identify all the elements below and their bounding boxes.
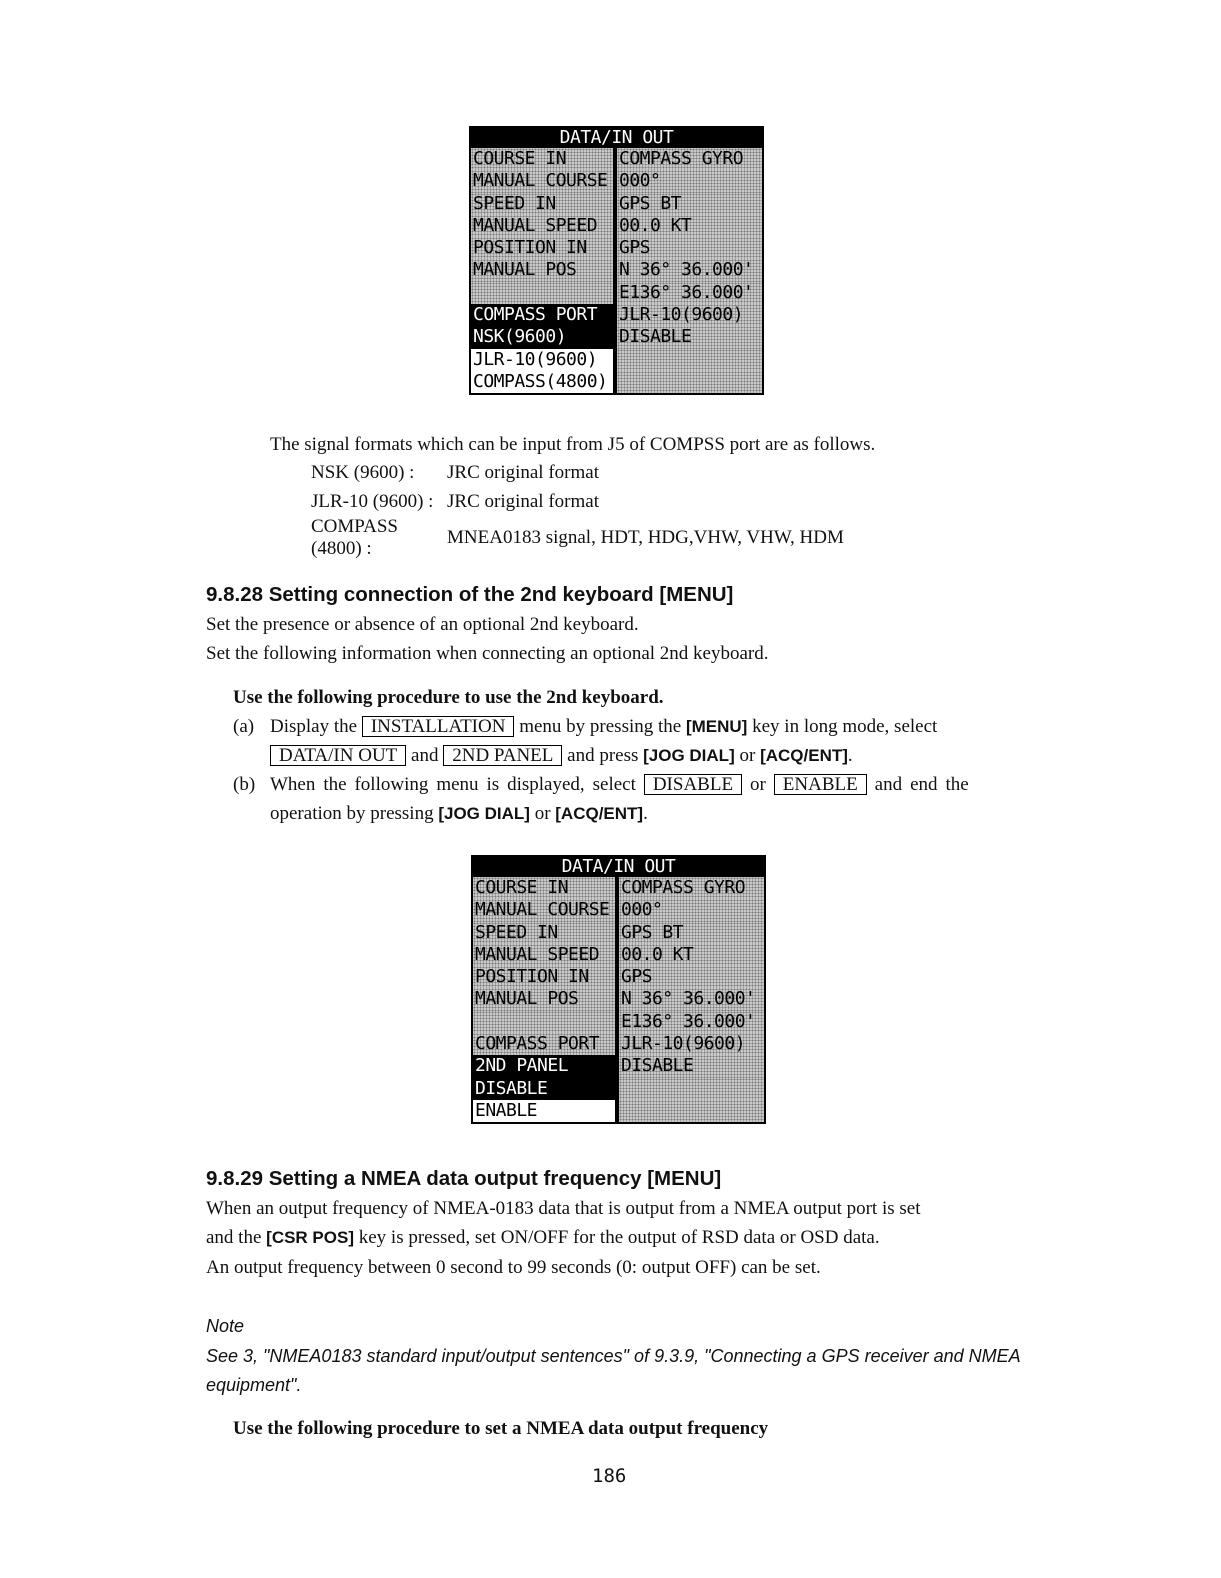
step-a-line1 xyxy=(270,716,937,738)
menu-item-manual-course[interactable]: MANUAL COURSE xyxy=(473,899,615,921)
2nd-panel-box: 2ND PANEL xyxy=(443,745,562,766)
menu-screen-1 xyxy=(469,126,764,400)
option-nsk-9600[interactable]: NSK(9600) xyxy=(471,326,613,348)
value-compass-port: JLR-10(9600) xyxy=(617,304,762,326)
menu-item-blank xyxy=(471,282,613,304)
format-desc: MNEA0183 signal, HDT, HDG,VHW, VHW, HDM xyxy=(447,527,844,548)
step-text: and xyxy=(406,745,444,766)
step-text: and end the xyxy=(866,774,969,795)
value-position-in: GPS xyxy=(617,237,762,259)
option-jlr10-9600[interactable]: JLR-10(9600) xyxy=(471,349,613,371)
jog-dial-key: [JOG DIAL] xyxy=(643,746,735,765)
value-position-in: GPS xyxy=(619,966,764,988)
menu-left-column xyxy=(473,877,615,1122)
note-label: Note xyxy=(206,1316,245,1336)
step-text: . xyxy=(847,745,853,766)
menu-title: DATA/IN OUT xyxy=(471,128,762,148)
menu-item-position-in[interactable]: POSITION IN xyxy=(473,966,615,988)
body-text: key is pressed, set ON/OFF for the output of RSD data or OSD data. xyxy=(354,1227,880,1248)
signal-format-table xyxy=(311,458,844,560)
table-row xyxy=(311,516,844,560)
value-2nd-panel: DISABLE xyxy=(617,326,762,348)
value-course-in: COMPASS GYRO xyxy=(619,877,764,899)
value-blank xyxy=(619,1078,764,1100)
table-row xyxy=(311,458,844,487)
value-longitude: E136° 36.000' xyxy=(619,1011,764,1033)
value-blank xyxy=(617,349,762,371)
step-text: When the following menu is displayed, select xyxy=(270,774,644,795)
page-number: 186 xyxy=(592,1465,627,1487)
note-line1: See 3, "NMEA0183 standard input/output sentences" of 9.3.9, "Connecting a GPS receiver and NMEA xyxy=(206,1346,1021,1366)
step-a-line2 xyxy=(270,745,853,767)
procedure-title-9829: Use the following procedure to set a NMEA data output frequency xyxy=(233,1418,769,1439)
value-speed-in: GPS BT xyxy=(617,193,762,215)
value-longitude: E136° 36.000' xyxy=(617,282,762,304)
section-heading-9828: 9.8.28 Setting connection of the 2nd keyboard [MENU] xyxy=(206,583,734,606)
step-b-line2 xyxy=(270,803,648,825)
format-label: NSK (9600) : xyxy=(311,461,415,483)
enable-box: ENABLE xyxy=(774,774,867,795)
section-heading-9829: 9.8.29 Setting a NMEA data output frequency [MENU] xyxy=(206,1167,722,1190)
value-course-in: COMPASS GYRO xyxy=(617,148,762,170)
menu-item-manual-course[interactable]: MANUAL COURSE xyxy=(471,170,613,192)
section-9829-line2 xyxy=(206,1227,880,1249)
format-label: COMPASS (4800) : xyxy=(311,516,398,559)
section-9828-line2: Set the following information when connecting an optional 2nd keyboard. xyxy=(206,643,769,664)
table-row xyxy=(311,487,844,516)
procedure-title-9828: Use the following procedure to use the 2nd keyboard. xyxy=(233,687,664,708)
note-line2: equipment". xyxy=(206,1375,302,1395)
option-disable[interactable]: DISABLE xyxy=(473,1078,615,1100)
menu-title: DATA/IN OUT xyxy=(473,857,764,877)
value-latitude: N 36° 36.000' xyxy=(617,259,762,281)
menu-left-column xyxy=(471,148,613,393)
step-text: or xyxy=(734,745,761,766)
option-compass-4800[interactable]: COMPASS(4800) xyxy=(471,371,613,393)
step-text: or xyxy=(529,803,556,824)
step-text: and press xyxy=(562,745,644,766)
installation-menu-box: INSTALLATION xyxy=(362,716,515,737)
value-2nd-panel: DISABLE xyxy=(619,1055,764,1077)
format-desc: JRC original format xyxy=(447,461,599,483)
value-blank xyxy=(619,1100,764,1122)
section-9829-line3: An output frequency between 0 second to 99 seconds (0: output OFF) can be set. xyxy=(206,1257,821,1278)
section-9829-line1: When an output frequency of NMEA-0183 data that is output from a NMEA output port is set xyxy=(206,1198,921,1219)
step-text: operation by pressing xyxy=(270,803,439,824)
step-text: . xyxy=(643,803,648,824)
menu-item-compass-port[interactable]: COMPASS PORT xyxy=(473,1033,615,1055)
disable-box: DISABLE xyxy=(644,774,742,795)
menu-item-compass-port[interactable]: COMPASS PORT xyxy=(471,304,613,326)
option-enable[interactable]: ENABLE xyxy=(473,1100,615,1122)
menu-key: [MENU] xyxy=(685,717,748,736)
value-compass-port: JLR-10(9600) xyxy=(619,1033,764,1055)
menu-item-speed-in[interactable]: SPEED IN xyxy=(473,922,615,944)
jog-dial-key: [JOG DIAL] xyxy=(438,804,530,823)
csr-pos-key: [CSR POS] xyxy=(266,1228,354,1247)
menu-item-position-in[interactable]: POSITION IN xyxy=(471,237,613,259)
value-manual-course: 000° xyxy=(617,170,762,192)
menu-right-column xyxy=(619,877,764,1122)
step-text: menu by pressing the xyxy=(514,716,686,737)
step-b-line1 xyxy=(270,774,969,796)
step-text: key in long mode, select xyxy=(747,716,938,737)
menu-item-blank xyxy=(473,1011,615,1033)
menu-item-speed-in[interactable]: SPEED IN xyxy=(471,193,613,215)
menu-item-manual-pos[interactable]: MANUAL POS xyxy=(473,988,615,1010)
menu-item-manual-speed[interactable]: MANUAL SPEED xyxy=(473,944,615,966)
acq-ent-key: [ACQ/ENT] xyxy=(555,804,644,823)
step-a-marker: (a) xyxy=(233,716,255,737)
step-b-marker: (b) xyxy=(233,774,256,795)
value-speed-in: GPS BT xyxy=(619,922,764,944)
value-manual-speed: 00.0 KT xyxy=(617,215,762,237)
menu-item-manual-speed[interactable]: MANUAL SPEED xyxy=(471,215,613,237)
value-blank xyxy=(617,371,762,393)
step-text: or xyxy=(742,774,774,795)
menu-item-course-in[interactable]: COURSE IN xyxy=(473,877,615,899)
section-9828-line1: Set the presence or absence of an optional 2nd keyboard. xyxy=(206,614,639,635)
value-latitude: N 36° 36.000' xyxy=(619,988,764,1010)
signal-intro: The signal formats which can be input from J5 of COMPSS port are as follows. xyxy=(270,434,876,455)
body-text: and the xyxy=(206,1227,267,1248)
menu-item-manual-pos[interactable]: MANUAL POS xyxy=(471,259,613,281)
data-in-out-box: DATA/IN OUT xyxy=(270,745,406,766)
acq-ent-key: [ACQ/ENT] xyxy=(760,746,848,765)
value-manual-speed: 00.0 KT xyxy=(619,944,764,966)
menu-right-column xyxy=(617,148,762,393)
format-desc: JRC original format xyxy=(447,490,599,512)
menu-screen-2 xyxy=(471,855,766,1129)
step-text: Display the xyxy=(270,716,362,737)
value-manual-course: 000° xyxy=(619,899,764,921)
format-label: JLR-10 (9600) : xyxy=(311,490,434,512)
menu-item-2nd-panel[interactable]: 2ND PANEL xyxy=(473,1055,615,1077)
menu-item-course-in[interactable]: COURSE IN xyxy=(471,148,613,170)
